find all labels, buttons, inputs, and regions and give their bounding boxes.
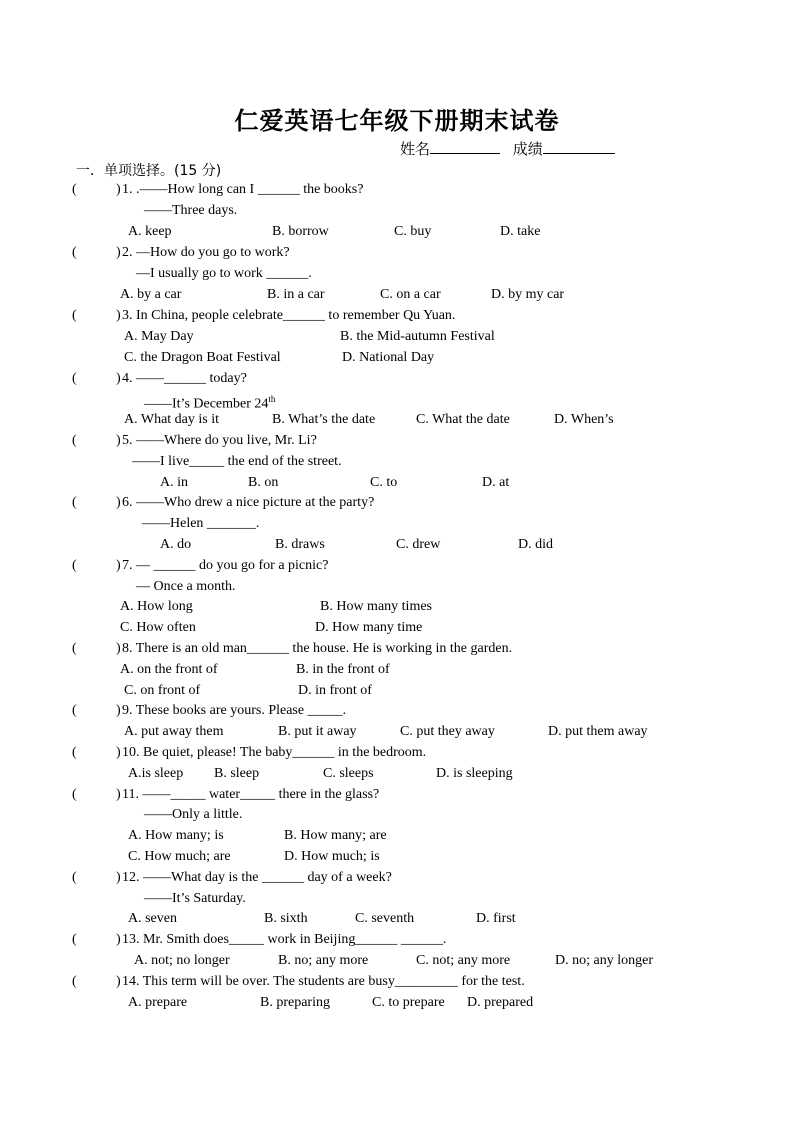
question-sub: ——Helen _______. [142, 516, 260, 531]
option-c: C. How much; are [128, 849, 231, 864]
option-a: A.is sleep [128, 766, 184, 781]
answer-paren-close: ) [116, 371, 121, 386]
answer-paren-close: ) [116, 932, 121, 947]
name-blank[interactable] [430, 139, 500, 154]
question-stem: 8. There is an old man______ the house. He is working in the garden. [122, 641, 513, 656]
question-stem: 2. —How do you go to work? [122, 245, 290, 260]
option-b: B. draws [275, 537, 325, 552]
option-d: D. prepared [467, 995, 534, 1010]
answer-paren-close: ) [116, 558, 121, 573]
option-a: A. prepare [128, 995, 188, 1010]
answer-paren-open: ( [72, 870, 77, 885]
question-sub: ——I live_____ the end of the street. [132, 454, 342, 469]
answer-paren-open: ( [72, 182, 77, 197]
ordinal-suffix: th [268, 394, 276, 404]
option-d: D. no; any longer [555, 953, 653, 968]
option-c: C. to prepare [372, 995, 445, 1010]
question-stem: 14. This term will be over. The students are busy_________ for the test. [122, 974, 525, 989]
option-d: D. first [476, 911, 516, 926]
answer-paren-close: ) [116, 641, 121, 656]
answer-paren-open: ( [72, 787, 77, 802]
option-b: B. How many; are [284, 828, 387, 843]
option-d: D. How much; is [284, 849, 380, 864]
option-d: D. How many time [315, 620, 423, 635]
answer-paren-close: ) [116, 433, 121, 448]
option-c: C. put they away [400, 724, 495, 739]
option-d: D. When’s [554, 412, 614, 427]
answer-paren-open: ( [72, 308, 77, 323]
question-sub: —I usually go to work ______. [136, 266, 312, 281]
option-a: A. seven [128, 911, 177, 926]
answer-paren-open: ( [72, 974, 77, 989]
question-stem: 4. ——______ today? [122, 371, 247, 386]
score-label: 成绩 [512, 140, 543, 158]
option-b: B. the Mid-autumn Festival [340, 329, 495, 344]
option-c: C. seventh [355, 911, 415, 926]
answer-paren-close: ) [116, 974, 121, 989]
option-d: D. did [518, 537, 553, 552]
option-a: A. keep [128, 224, 172, 239]
option-c: C. How often [120, 620, 196, 635]
option-b: B. put it away [278, 724, 357, 739]
option-a: A. by a car [120, 287, 182, 302]
answer-paren-open: ( [72, 371, 77, 386]
option-c: C. sleeps [323, 766, 374, 781]
answer-paren-close: ) [116, 745, 121, 760]
option-c: C. buy [394, 224, 432, 239]
answer-paren-close: ) [116, 787, 121, 802]
option-c: C. the Dragon Boat Festival [124, 350, 281, 365]
answer-paren-open: ( [72, 495, 77, 510]
option-a: A. May Day [124, 329, 194, 344]
option-b: B. preparing [260, 995, 330, 1010]
question-stem: 10. Be quiet, please! The baby______ in the bedroom. [122, 745, 427, 760]
option-a: A. not; no longer [134, 953, 230, 968]
question-stem: 3. In China, people celebrate______ to remember Qu Yuan. [122, 308, 456, 323]
question-stem: 6. ——Who drew a nice picture at the party? [122, 495, 375, 510]
option-d: D. put them away [548, 724, 648, 739]
option-a: A. on the front of [120, 662, 218, 677]
option-a: A. in [160, 475, 188, 490]
option-c: C. not; any more [416, 953, 511, 968]
option-c: C. on a car [380, 287, 441, 302]
option-b: B. sixth [264, 911, 308, 926]
option-a: A. What day is it [124, 412, 220, 427]
question-stem: 1. .——How long can I ______ the books? [122, 182, 364, 197]
option-d: D. is sleeping [436, 766, 513, 781]
option-b: B. How many times [320, 599, 432, 614]
answer-paren-close: ) [116, 703, 121, 718]
option-b: B. no; any more [278, 953, 369, 968]
answer-paren-close: ) [116, 870, 121, 885]
option-b: B. sleep [214, 766, 260, 781]
page-title: 仁爱英语七年级下册期末试卷 [234, 107, 560, 135]
question-stem: 12. ——What day is the ______ day of a week? [122, 870, 392, 885]
question-sub: ——It’s Saturday. [144, 891, 246, 906]
option-b: B. borrow [272, 224, 329, 239]
question-sub: — Once a month. [136, 579, 236, 594]
answer-paren-open: ( [72, 641, 77, 656]
answer-paren-close: ) [116, 245, 121, 260]
answer-paren-open: ( [72, 932, 77, 947]
score-blank[interactable] [543, 139, 615, 154]
question-sub: ——Three days. [144, 203, 238, 218]
answer-paren-close: ) [116, 182, 121, 197]
name-label: 姓名 [400, 140, 431, 158]
answer-paren-open: ( [72, 433, 77, 448]
option-d: D. at [482, 475, 510, 490]
answer-paren-open: ( [72, 703, 77, 718]
answer-paren-open: ( [72, 745, 77, 760]
option-c: C. on front of [124, 683, 201, 698]
answer-paren-close: ) [116, 495, 121, 510]
question-stem: 11. ——_____ water_____ there in the glass? [122, 787, 380, 802]
option-c: C. What the date [416, 412, 510, 427]
option-d: D. National Day [342, 350, 435, 365]
option-b: B. What’s the date [272, 412, 376, 427]
question-stem: 7. — ______ do you go for a picnic? [122, 558, 329, 573]
option-a: A. How long [120, 599, 193, 614]
question-sub-text: ——It’s December 24 [144, 396, 269, 412]
question-sub: ——Only a little. [144, 807, 243, 822]
option-c: C. drew [396, 537, 441, 552]
option-b: B. in a car [267, 287, 325, 302]
option-c: C. to [370, 475, 398, 490]
option-a: A. do [160, 537, 192, 552]
question-stem: 9. These books are yours. Please _____. [122, 703, 347, 718]
name-score-field [400, 138, 615, 159]
option-b: B. in the front of [296, 662, 390, 677]
answer-paren-open: ( [72, 245, 77, 260]
question-stem: 5. ——Where do you live, Mr. Li? [122, 433, 317, 448]
answer-paren-open: ( [72, 558, 77, 573]
option-a: A. put away them [124, 724, 224, 739]
option-d: D. in front of [298, 683, 372, 698]
question-stem: 13. Mr. Smith does_____ work in Beijing______ ______. [122, 932, 447, 947]
option-b: B. on [248, 475, 279, 490]
option-d: D. take [500, 224, 541, 239]
option-d: D. by my car [491, 287, 565, 302]
answer-paren-close: ) [116, 308, 121, 323]
option-a: A. How many; is [128, 828, 224, 843]
section-heading: 一．单项选择。(15 分) [76, 163, 222, 179]
